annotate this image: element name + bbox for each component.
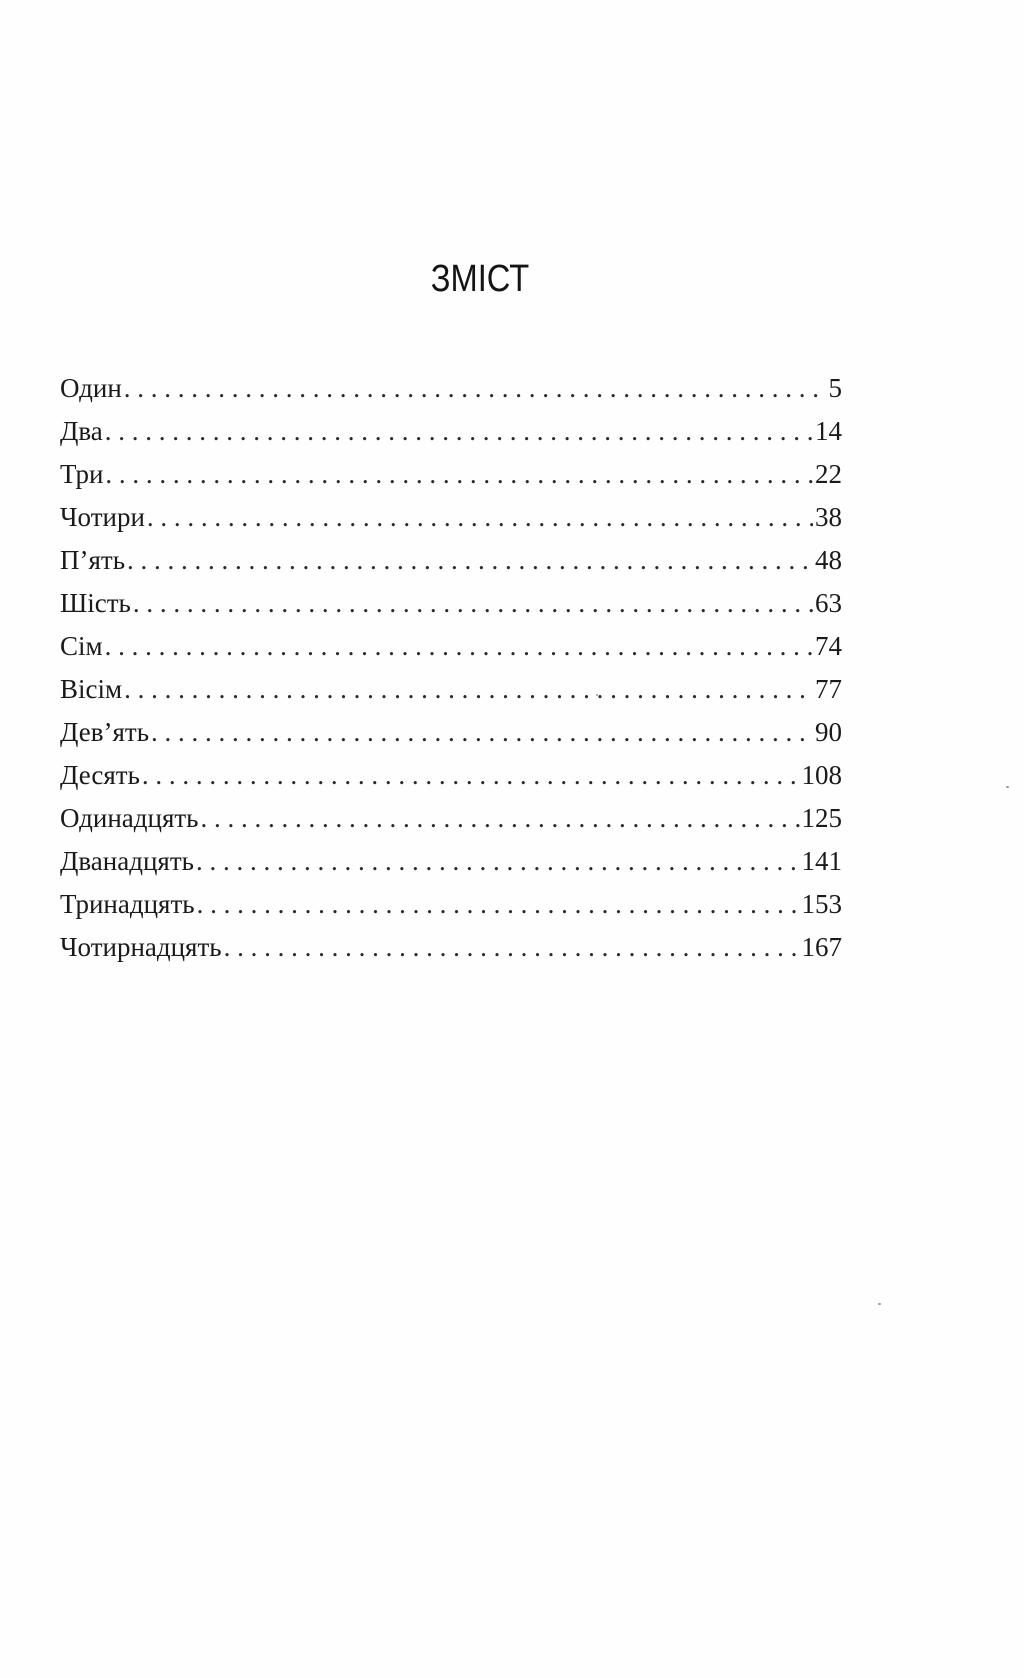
toc-dot-leader (200, 803, 799, 834)
toc-entry-label: Два (60, 416, 103, 446)
toc-entry-label: Вісім (60, 674, 123, 704)
toc-entry (60, 846, 842, 889)
toc-dot-leader (133, 588, 813, 619)
toc-dot-leader (142, 760, 800, 791)
toc-entry-page: 77 (815, 674, 842, 704)
toc-entry-label: Дванадцять (60, 846, 194, 876)
toc-entry (60, 803, 842, 846)
toc-entry-page: 108 (801, 760, 842, 790)
toc-entry-page: 74 (815, 631, 842, 661)
toc-dot-leader (124, 674, 813, 705)
scan-speck (878, 1303, 881, 1305)
toc-entry-page: 141 (801, 846, 842, 876)
toc-entry-page: 14 (815, 416, 842, 446)
page-title: ЗМІСТ (430, 258, 530, 300)
toc-dot-leader (147, 502, 813, 533)
toc-entry-page: 63 (815, 588, 842, 618)
toc-dot-leader (105, 459, 813, 490)
toc-entry-page: 90 (815, 717, 842, 747)
toc-entry (60, 889, 842, 932)
toc-entry-label: Чотирнадцять (60, 932, 222, 962)
toc-entry (60, 545, 842, 588)
toc-entry-page: 38 (815, 502, 842, 532)
toc-entry (60, 459, 842, 502)
scan-speck (596, 694, 598, 696)
toc-entry-page: 125 (801, 803, 842, 833)
toc-entry-label: Сім (60, 631, 103, 661)
toc-dot-leader (124, 373, 827, 404)
toc-entry-page: 22 (815, 459, 842, 489)
toc-entry-label: Тринадцять (60, 889, 195, 919)
toc-entry (60, 631, 842, 674)
toc-entry-label: Дев’ять (60, 717, 150, 747)
toc-dot-leader (105, 631, 813, 662)
toc-dot-leader (105, 416, 813, 447)
toc-entry-label: Три (60, 459, 104, 489)
toc-entry (60, 373, 842, 416)
toc-entry (60, 588, 842, 631)
toc-entry (60, 932, 842, 975)
scan-speck (1006, 786, 1009, 788)
toc-entry-label: Десять (60, 760, 140, 790)
toc-entry-page: 153 (801, 889, 842, 919)
toc-entry (60, 674, 842, 717)
toc-entry-page: 167 (801, 932, 842, 962)
toc-entry-page: 48 (815, 545, 842, 575)
toc-dot-leader (197, 889, 800, 920)
toc-entry-label: П’ять (60, 545, 126, 575)
toc-entry (60, 416, 842, 459)
toc-entry (60, 760, 842, 803)
toc-entry-label: Одинадцять (60, 803, 199, 833)
toc-dot-leader (151, 717, 813, 748)
toc-entry-page: 5 (828, 373, 842, 403)
toc-dot-leader (196, 846, 800, 877)
toc-entry (60, 502, 842, 545)
toc-dot-leader (127, 545, 813, 576)
toc-entry-label: Чотири (60, 502, 145, 532)
toc-entry-label: Шість (60, 588, 131, 618)
toc-dot-leader (224, 932, 800, 963)
table-of-contents (60, 373, 842, 975)
toc-entry-label: Один (60, 373, 122, 403)
toc-entry (60, 717, 842, 760)
